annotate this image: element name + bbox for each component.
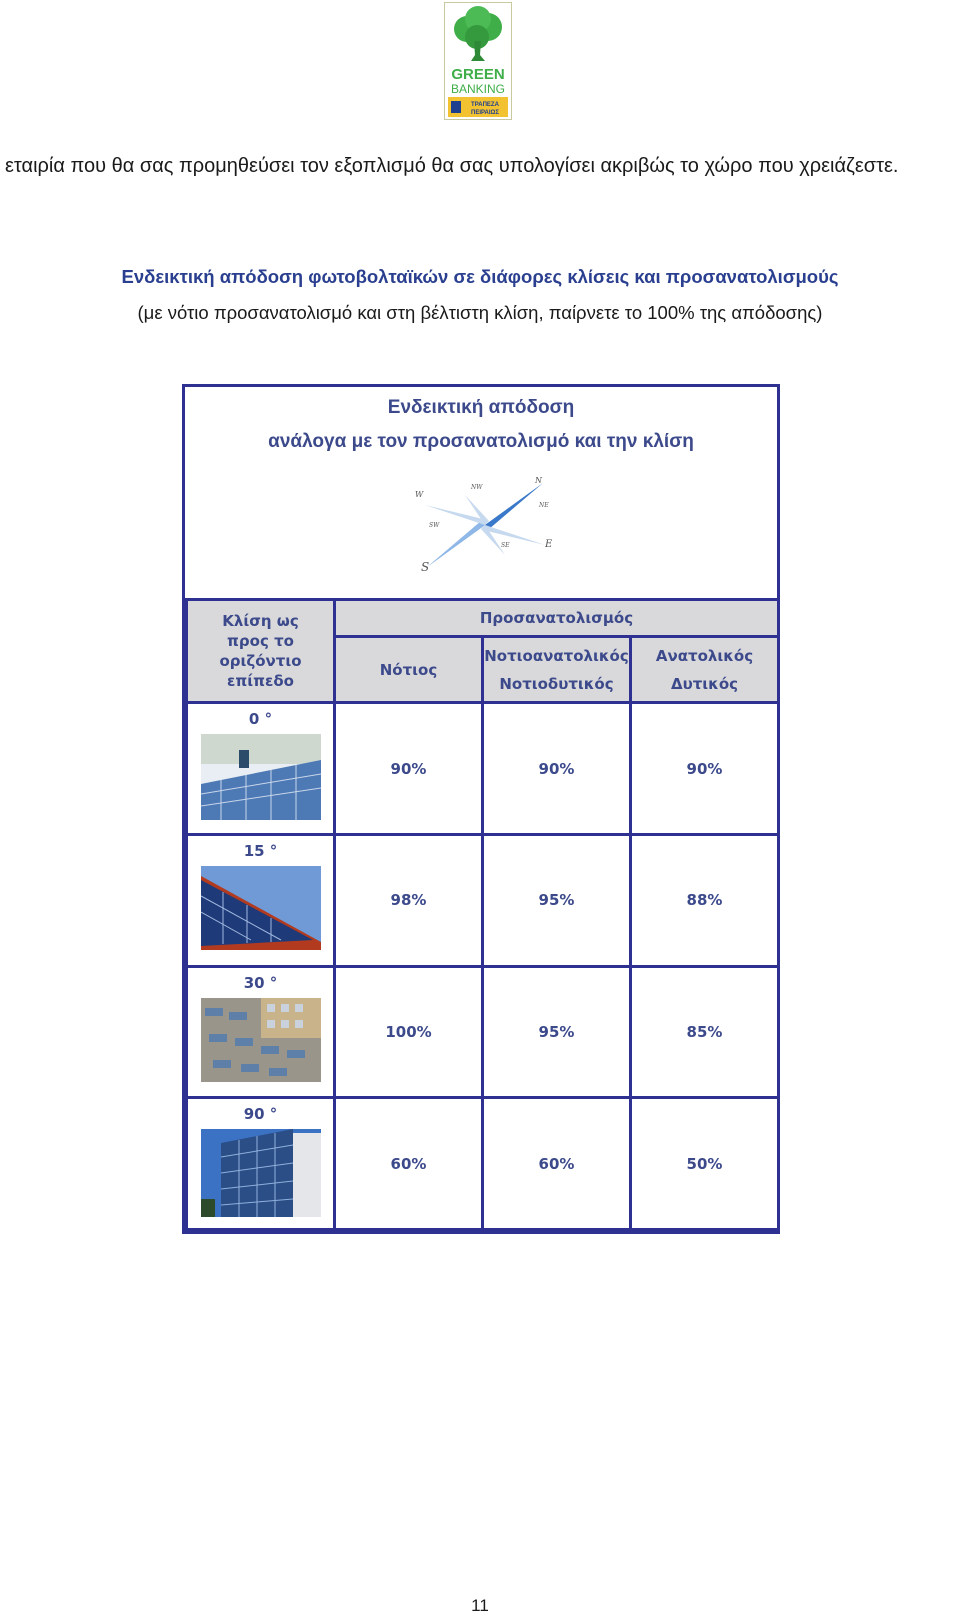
svg-text:GREEN: GREEN (451, 66, 505, 83)
value-east-west: 88% (631, 834, 779, 966)
tilt-cell: 15 ° (187, 834, 335, 966)
svg-text:BANKING: BANKING (450, 82, 506, 96)
figure-subtitle: ανάλογα με τον προσανατολισμό και την κλίση (268, 431, 694, 452)
body-paragraph: εταιρία που θα σας προμηθεύσει τον εξοπλισμό θα σας υπολογίσει ακριβώς το χώρο που χρειάζεστε. (5, 155, 899, 177)
value-east-west: 90% (631, 703, 779, 835)
svg-text:SW: SW (429, 522, 440, 529)
flat-roof-panels-icon (201, 734, 321, 820)
compass-rose-icon (415, 475, 555, 575)
figure-title: Ενδεικτική απόδοση (387, 397, 575, 418)
value-south: 60% (335, 1098, 483, 1230)
tilt-header: Κλίση ως προς το οριζόντιο επίπεδο (187, 600, 335, 703)
value-se-sw: 95% (483, 834, 631, 966)
svg-text:S: S (421, 560, 430, 574)
pitched-roof-panels-icon (201, 866, 321, 950)
svg-text:NW: NW (471, 484, 483, 491)
value-east-west: 50% (631, 1098, 779, 1230)
orientation-header: Προσανατολισμός (335, 600, 779, 637)
value-south: 98% (335, 834, 483, 966)
tilt-cell: 30 ° (187, 966, 335, 1098)
svg-text:E: E (545, 539, 553, 550)
value-se-sw: 60% (483, 1098, 631, 1230)
facade-panels-icon (201, 1129, 321, 1217)
table-row (187, 1098, 779, 1230)
svg-text:SE: SE (501, 542, 510, 549)
value-east-west: 85% (631, 966, 779, 1098)
col-south-header: Νότιος (335, 637, 483, 703)
section-heading: Ενδεικτική απόδοση φωτοβολταϊκών σε διάφορες κλίσεις και προσανατολισμούς (121, 266, 839, 287)
value-south: 100% (335, 966, 483, 1098)
green-banking-logo (444, 2, 512, 120)
section-subheading: (με νότιο προσανατολισμό και στη βέλτιστη κλίση, παίρνετε το 100% της απόδοσης) (137, 302, 823, 323)
tilt-cell: 0 ° (187, 703, 335, 835)
svg-text:ΤΡΑΠΕΖΑ: ΤΡΑΠΕΖΑ (471, 102, 499, 108)
performance-figure (182, 384, 780, 1234)
rooftop-array-icon (201, 998, 321, 1082)
value-south: 90% (335, 703, 483, 835)
svg-text:NE: NE (539, 502, 549, 509)
tilt-cell: 90 ° (187, 1098, 335, 1230)
svg-text:ΠΕΙΡΑΙΩΣ: ΠΕΙΡΑΙΩΣ (471, 110, 499, 116)
tree-logo-icon (445, 3, 511, 119)
svg-text:W: W (415, 490, 424, 499)
col-se-sw-header: Νοτιοανατολικός Νοτιοδυτικός (483, 637, 631, 703)
table-row (187, 966, 779, 1098)
value-se-sw: 90% (483, 703, 631, 835)
table-row (187, 834, 779, 966)
performance-table (185, 598, 780, 1231)
svg-text:N: N (535, 476, 542, 485)
value-se-sw: 95% (483, 966, 631, 1098)
table-row (187, 703, 779, 835)
col-east-west-header: Ανατολικός Δυτικός (631, 637, 779, 703)
page-number: 11 (471, 1596, 489, 1615)
